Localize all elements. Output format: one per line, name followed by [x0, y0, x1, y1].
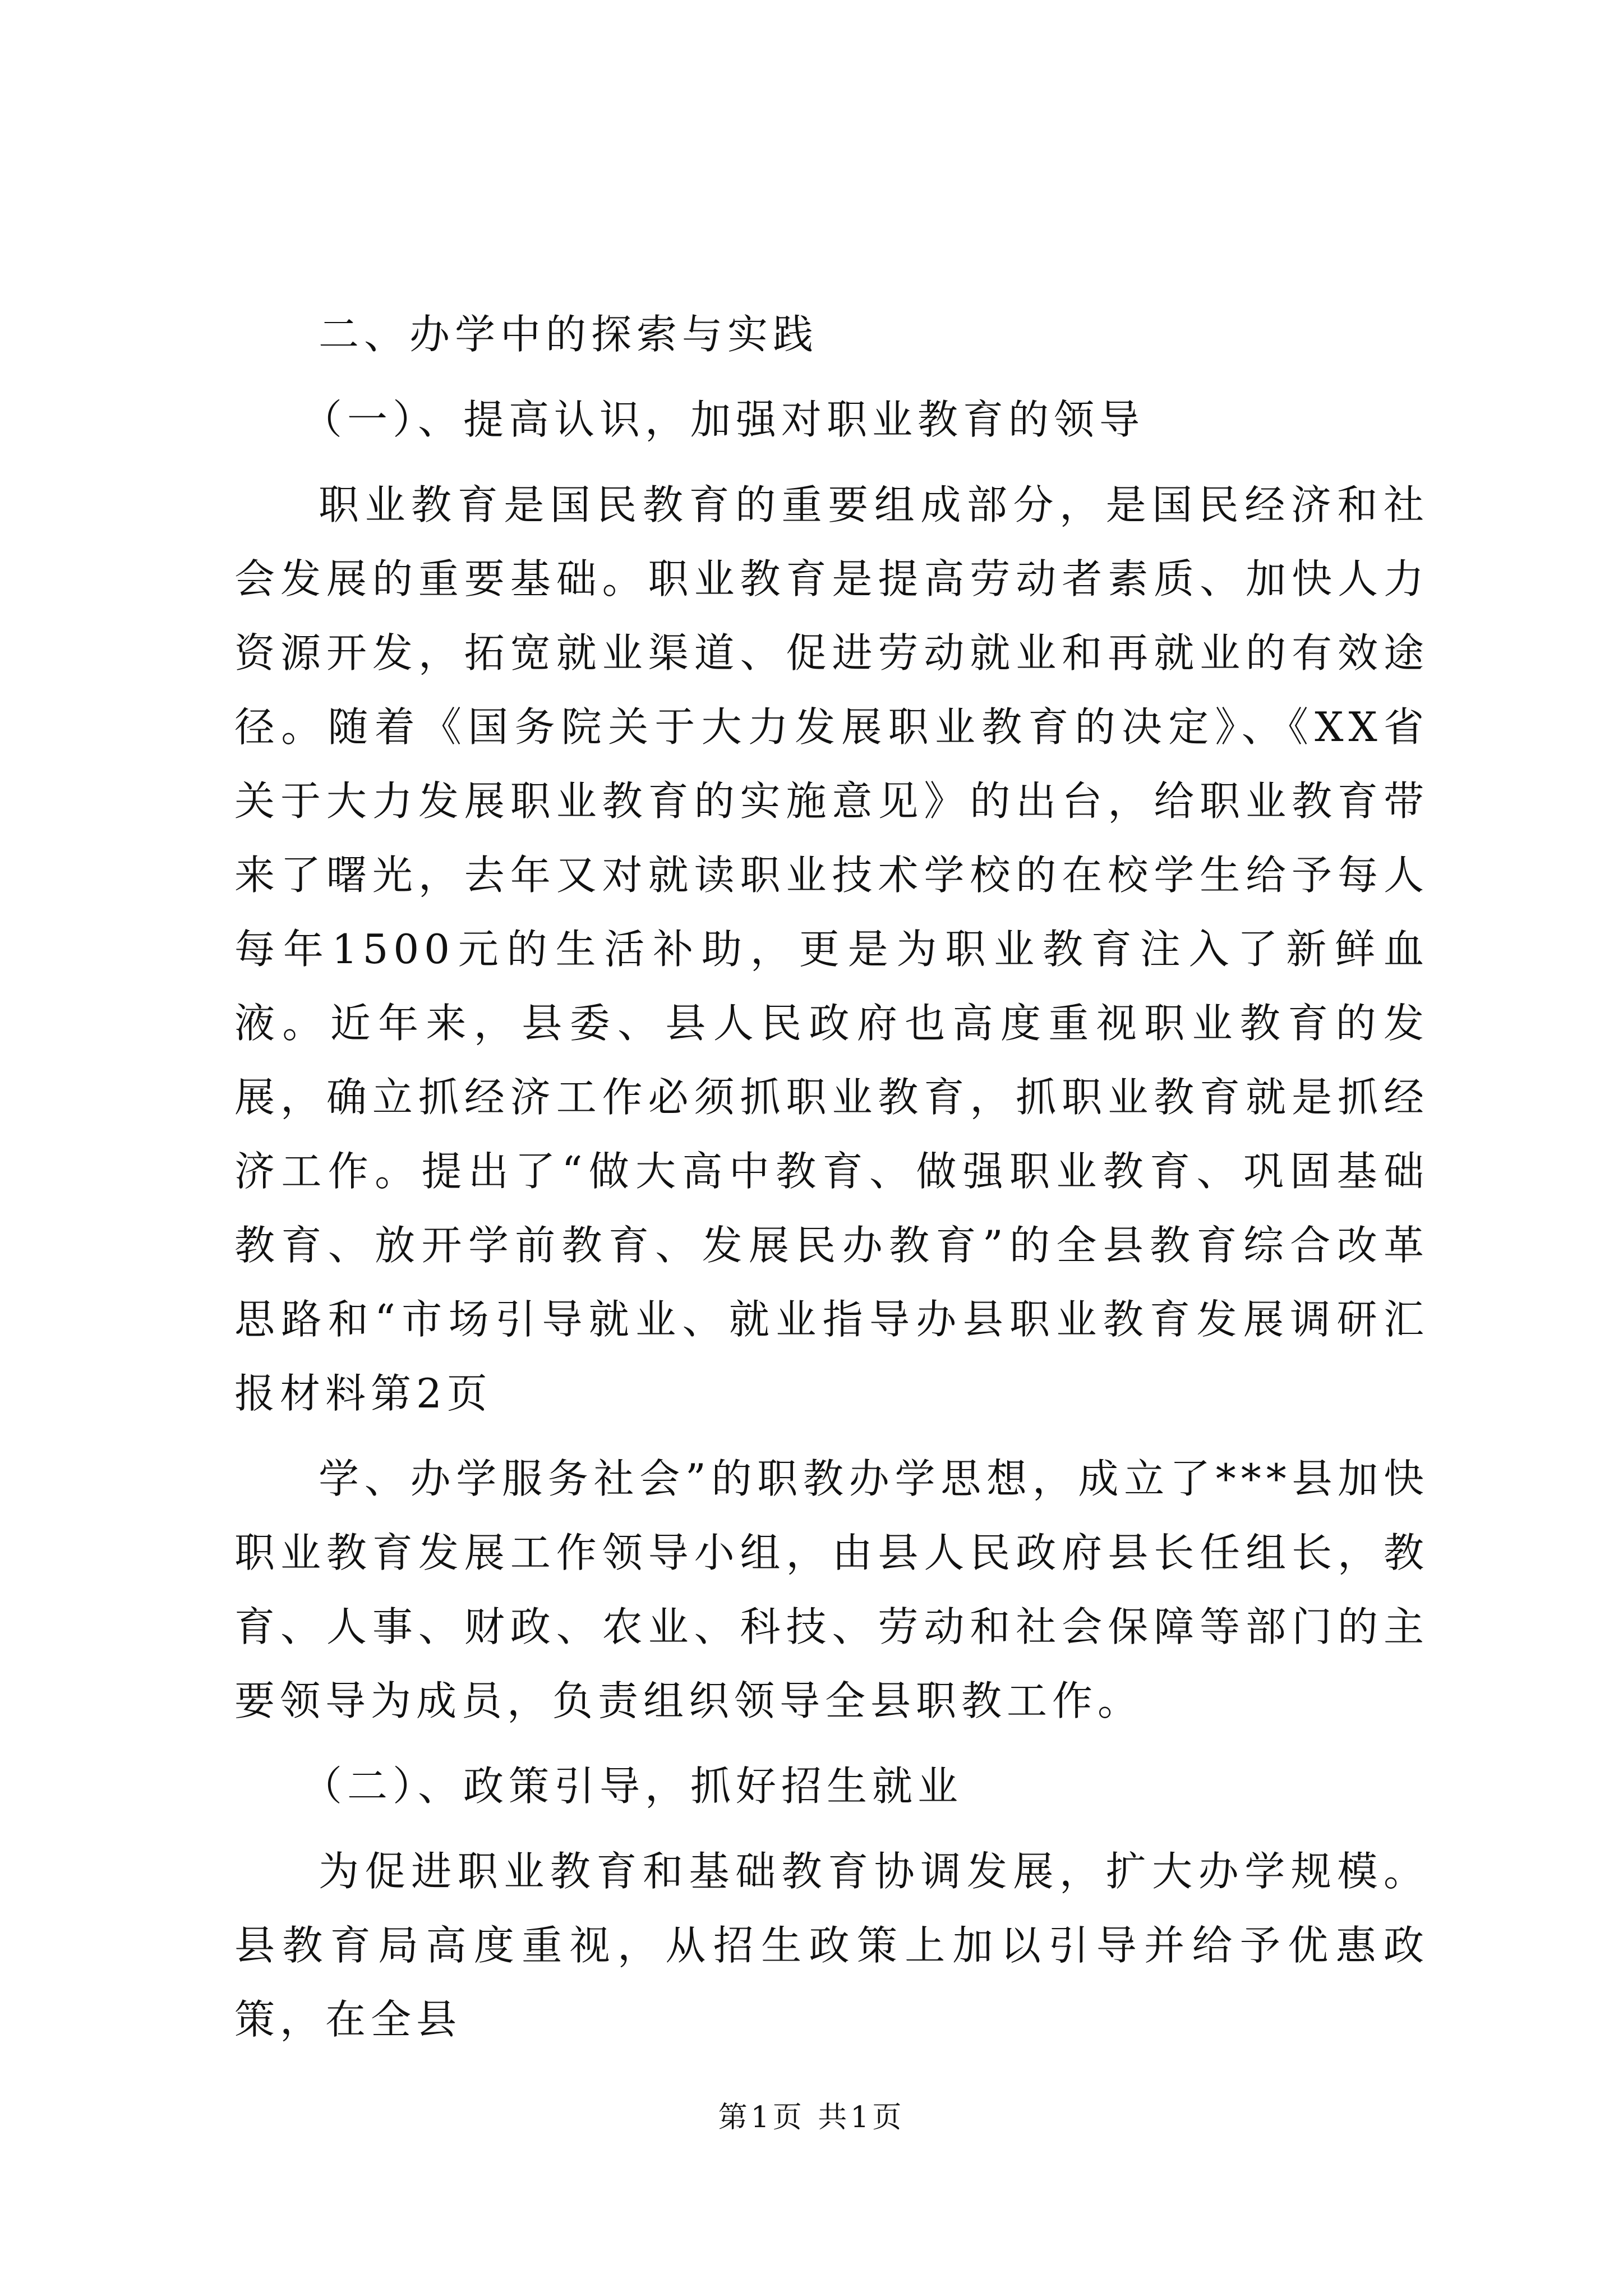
page-footer: 第1页 共1页 — [718, 2101, 905, 2134]
paragraph-1: 职业教育是国民教育的重要组成部分，是国民经济和社会发展的重要基础。职业教育是提高劳动者素质、加快人力资源开发，拓宽就业渠道、促进劳动就业和再就业的有效途径。随着《国务院关于大力发展职业教育的决定》、《XX省关于大力发展职业教育的实施意见》的出台，给职业教育带来了曙光，去年又对就读职业技术学校的在校学生给予每人每年1500元的生活补助，更是为职业教育注入了新鲜血液。近年来，县委、县人民政府也高度重视职业教育的发展，确立抓经济工作必须抓职业教育，抓职业教育就是抓经济工作。提出了“做大高中教育、做强职业教育、巩固基础教育、放开学前教育、发展民办教育”的全县教育综合改革思路和“市场引导就业、就业指导办县职业教育发展调研汇报材料第2页 — [234, 481, 1429, 1417]
document-body — [234, 297, 1429, 2068]
paragraph-2: 学、办学服务社会”的职教办学思想，成立了***县加快职业教育发展工作领导小组，由县人民政府县长任组长，教育、人事、财政、农业、科技、劳动和社会保障等部门的主要领导为成员，负责组织领导全县职教工作。 — [234, 1455, 1429, 1724]
section-heading: 二、办学中的探索与实践 — [319, 311, 819, 358]
subsection-heading-2: （二）、政策引导，抓好招生就业 — [302, 1763, 963, 1810]
paragraph-3: 为促进职业教育和基础教育协调发展，扩大办学规模。县教育局高度重视，从招生政策上加以引导并给予优惠政策，在全县 — [234, 1848, 1429, 2043]
subsection-heading-1: （一）、提高认识，加强对职业教育的领导 — [302, 396, 1145, 443]
